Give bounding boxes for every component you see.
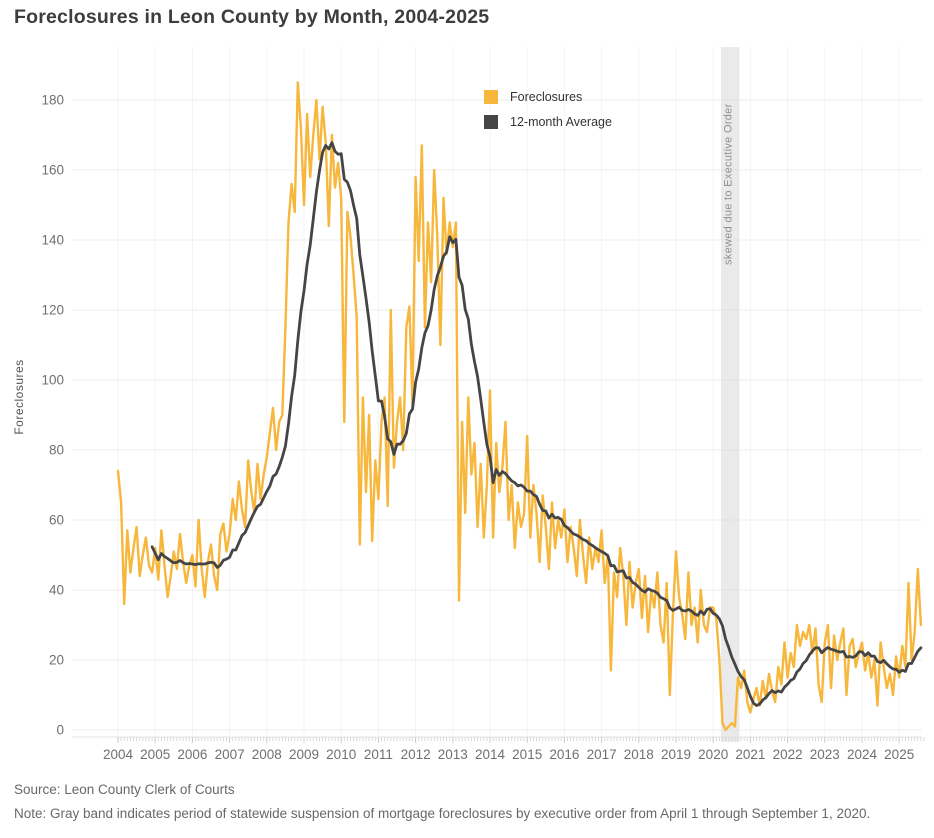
legend-label-foreclosures: Foreclosures (510, 90, 583, 104)
x-tick-label: 2007 (214, 747, 245, 762)
source-note: Source: Leon County Clerk of Courts (14, 782, 235, 797)
y-tick-label: 120 (41, 302, 64, 318)
x-tick-label: 2018 (623, 747, 654, 762)
y-tick-label: 180 (41, 92, 64, 108)
y-tick-label: 20 (48, 652, 64, 668)
x-tick-label: 2006 (177, 747, 208, 762)
x-tick-label: 2011 (363, 747, 393, 762)
y-axis-title: Foreclosures (12, 359, 26, 435)
x-tick-label: 2015 (512, 747, 543, 762)
x-tick-label: 2021 (735, 747, 766, 762)
x-tick-label: 2014 (474, 747, 506, 762)
x-tick-label: 2019 (660, 747, 692, 762)
x-tick-label: 2016 (549, 747, 580, 762)
legend-item-foreclosures (484, 90, 612, 104)
x-tick-label: 2004 (102, 747, 134, 762)
x-tick-label: 2008 (251, 747, 282, 762)
x-tick-label: 2012 (400, 747, 431, 762)
x-tick-label: 2010 (326, 747, 357, 762)
chart-legend (484, 90, 612, 140)
average-swatch (484, 115, 498, 129)
series-12-month-average-line (152, 143, 921, 706)
foreclosures-swatch (484, 90, 498, 104)
y-tick-label: 100 (41, 372, 64, 388)
y-tick-label: 140 (41, 232, 64, 248)
y-tick-label: 40 (48, 582, 64, 598)
series-foreclosures-line (118, 83, 921, 731)
x-tick-label: 2025 (884, 747, 915, 762)
legend-item-average (484, 115, 612, 129)
y-tick-label: 0 (56, 722, 64, 738)
methodology-note: Note: Gray band indicates period of statewide suspension of mortgage foreclosures by executive order from April 1 through September 1, 2020. (14, 806, 871, 821)
executive-order-band-label: skewed due to Executive Order (722, 103, 735, 265)
x-tick-label: 2020 (698, 747, 729, 762)
x-tick-label: 2024 (846, 747, 878, 762)
x-tick-label: 2022 (772, 747, 803, 762)
y-tick-label: 160 (41, 162, 64, 178)
x-tick-label: 2023 (809, 747, 840, 762)
y-tick-label: 80 (48, 442, 64, 458)
chart-title: Foreclosures in Leon County by Month, 2004-2025 (14, 6, 490, 28)
x-tick-label: 2005 (140, 747, 171, 762)
y-tick-label: 60 (48, 512, 64, 528)
x-tick-label: 2009 (288, 747, 320, 762)
x-tick-label: 2017 (586, 747, 617, 762)
x-tick-label: 2013 (437, 747, 468, 762)
legend-label-average: 12-month Average (510, 115, 612, 129)
